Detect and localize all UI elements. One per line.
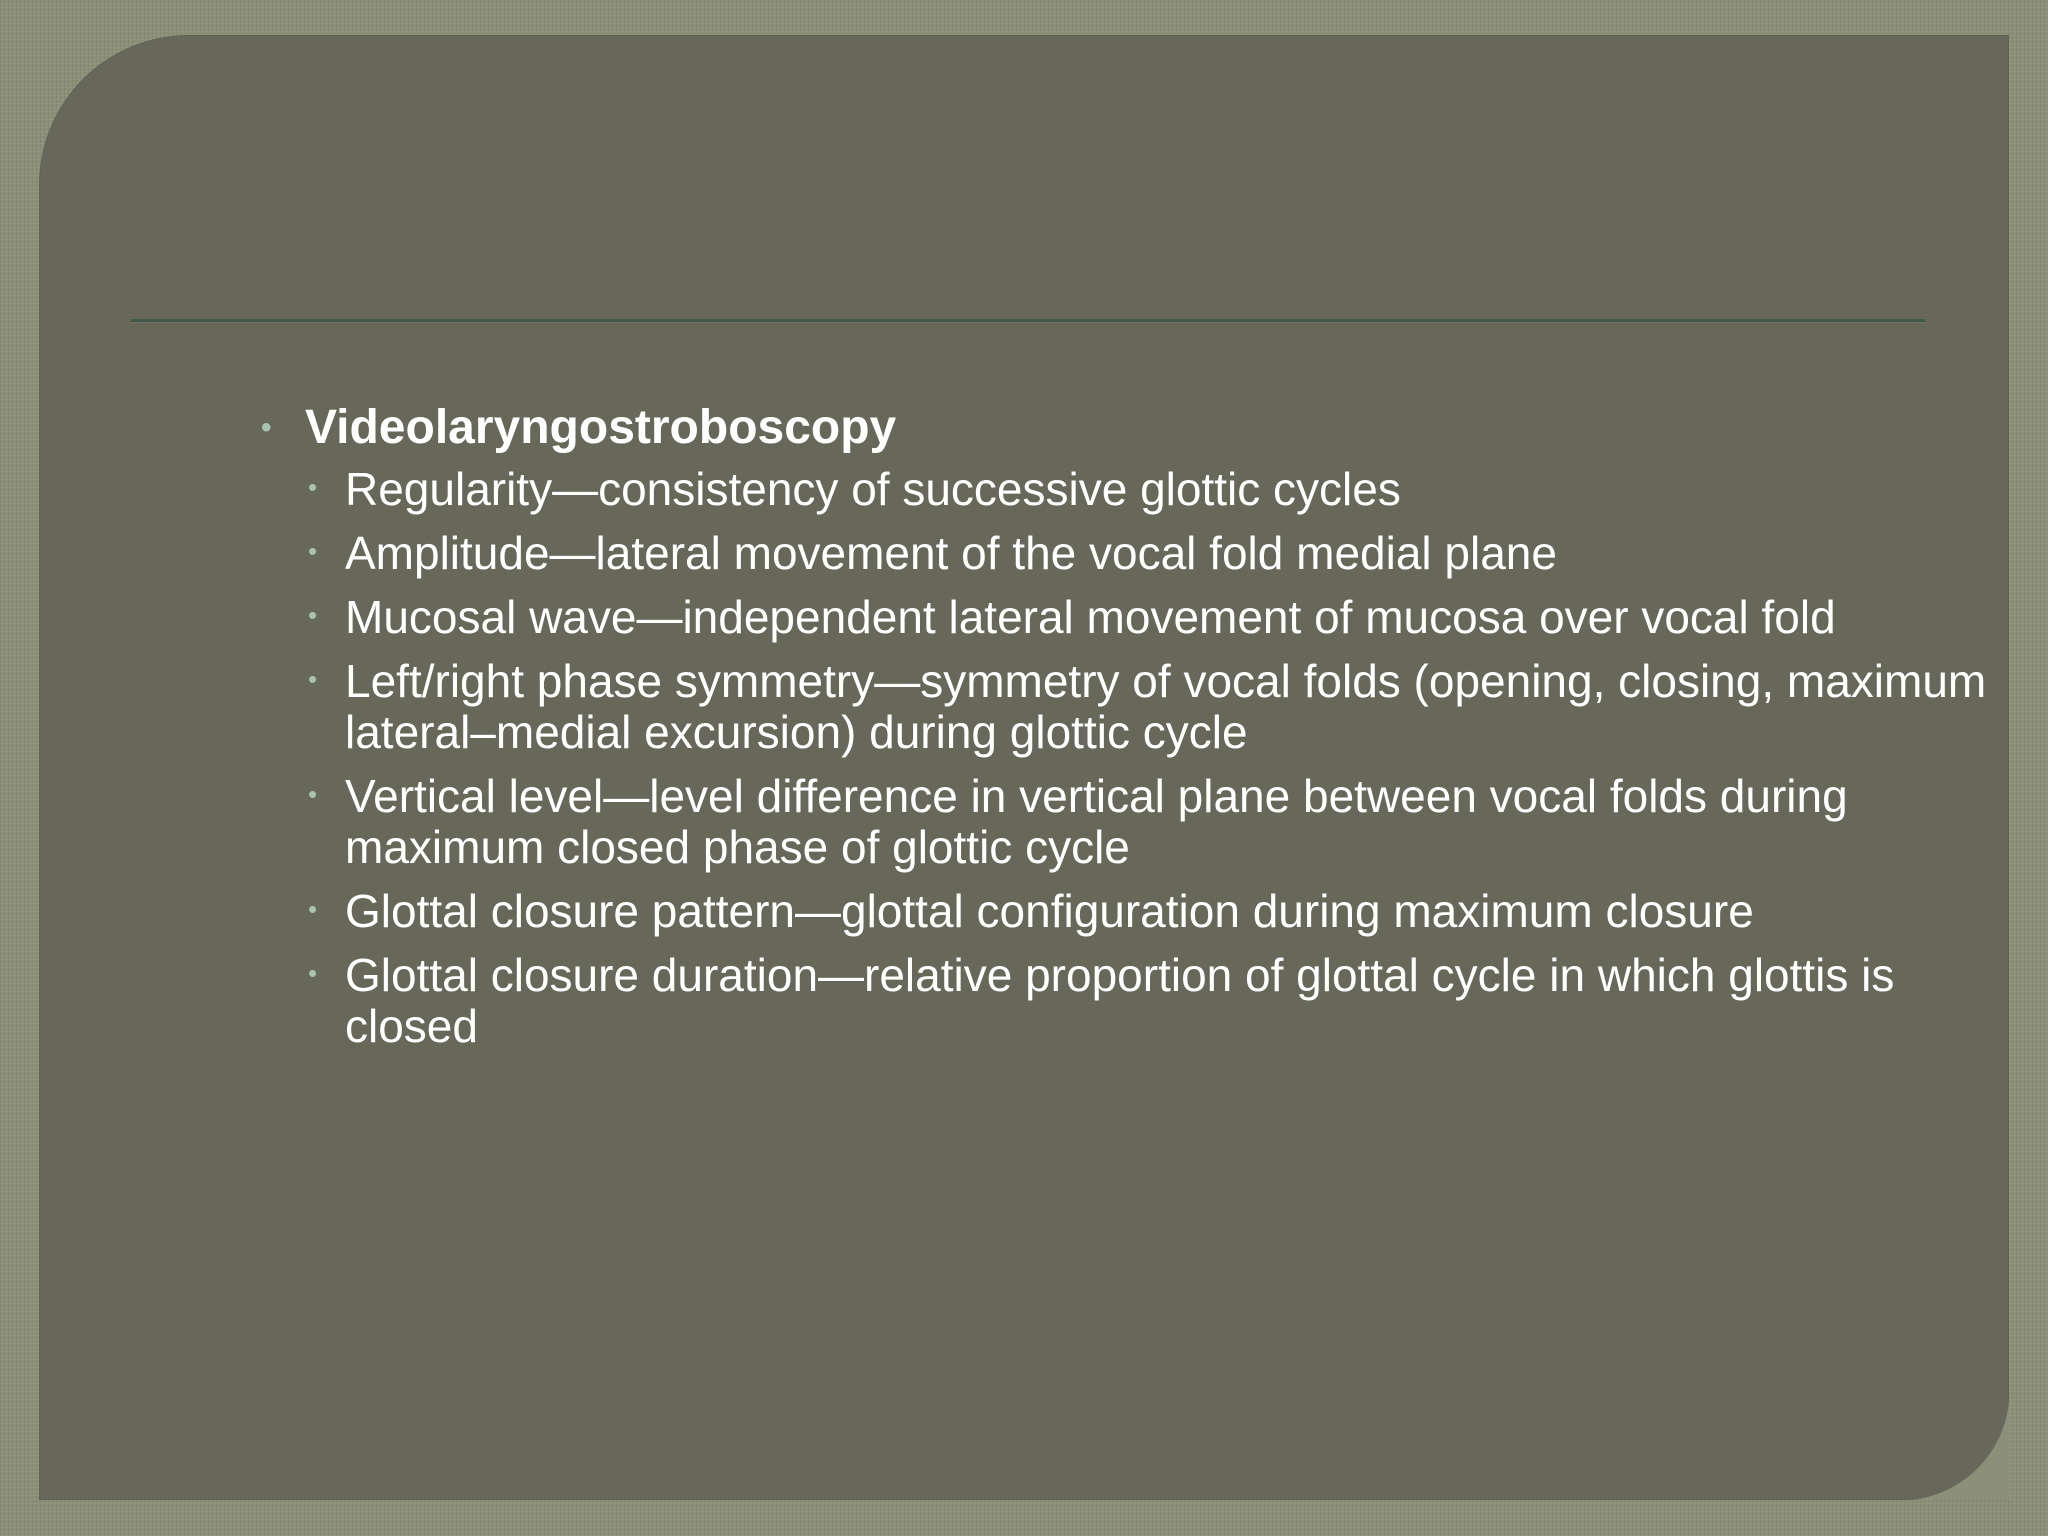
- list-item-text: Glottal closure pattern—glottal configuration during maximum closure: [345, 885, 1754, 937]
- list-item: [265, 886, 2009, 937]
- bullet-icon: •: [308, 664, 318, 694]
- bullet-icon: •: [308, 894, 318, 924]
- list-item: [265, 950, 2009, 1052]
- list-item-text: Glottal closure duration—relative proportion of glottal cycle in which glottis is closed: [345, 949, 1895, 1052]
- list-item: [265, 592, 2009, 643]
- bullet-icon: •: [308, 779, 318, 809]
- list-item: [265, 771, 2009, 873]
- title-divider: [131, 319, 1925, 322]
- bullet-icon: •: [308, 536, 318, 566]
- bullet-icon: •: [261, 411, 272, 444]
- bullet-content: [261, 400, 1987, 1065]
- list-item-text: Left/right phase symmetry—symmetry of vocal folds (opening, closing, maximum lateral–medial excursion) during glottic cycle: [345, 655, 1987, 758]
- list-item: [265, 528, 2009, 579]
- slide-panel: [39, 35, 2009, 1500]
- main-bullet: [261, 400, 1985, 456]
- list-item: [265, 464, 2009, 515]
- list-item-text: Mucosal wave—independent lateral movement of mucosa over vocal fold: [345, 591, 1836, 643]
- sub-bullet-list: [265, 464, 1985, 1052]
- bullet-icon: •: [308, 958, 318, 988]
- list-item-text: Regularity—consistency of successive glottic cycles: [345, 463, 1401, 515]
- bullet-icon: •: [308, 600, 318, 630]
- list-item-text: Vertical level—level difference in vertical plane between vocal folds during maximum closed phase of glottic cycle: [345, 770, 1848, 873]
- main-bullet-text: Videolaryngostroboscopy: [305, 401, 897, 454]
- bullet-icon: •: [308, 472, 318, 502]
- list-item-text: Amplitude—lateral movement of the vocal fold medial plane: [345, 527, 1557, 579]
- list-item: [265, 656, 2009, 758]
